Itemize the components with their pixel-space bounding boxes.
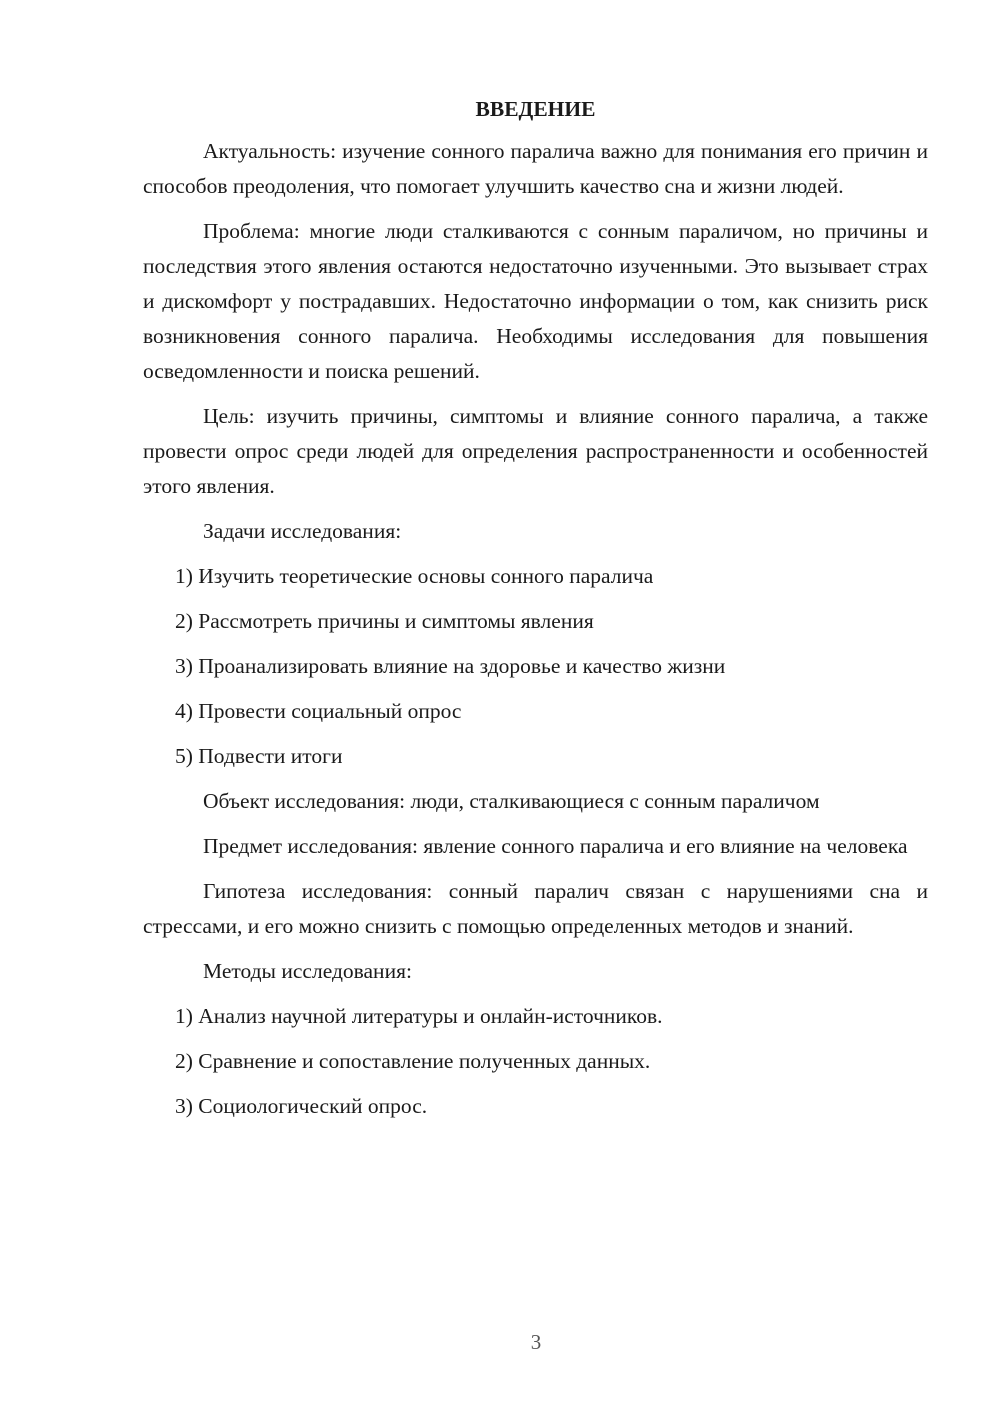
page-number: 3: [530, 1330, 542, 1354]
list-item: 1) Анализ научной литературы и онлайн-источников.: [175, 1004, 663, 1028]
methods-list: [143, 999, 928, 1124]
paragraph-goal: Цель: изучить причины, симптомы и влияние сонного паралича, а также провести опрос среди людей для определения распространенности и особенностей этого явления.: [143, 404, 928, 498]
list-item: 2) Сравнение и сопоставление полученных данных.: [175, 1049, 651, 1073]
list-item: 1) Изучить теоретические основы сонного паралича: [175, 564, 654, 588]
list-item: 4) Провести социальный опрос: [175, 699, 462, 723]
page-content: [143, 92, 928, 1134]
list-item: 2) Рассмотреть причины и симптомы явления: [175, 609, 594, 633]
page-title: ВВЕДЕНИЕ: [475, 97, 596, 121]
paragraph-relevance: Актуальность: изучение сонного паралича важно для понимания его причин и способов преодоления, что помогает улучшить качество сна и жизни людей.: [143, 139, 928, 198]
list-item: 5) Подвести итоги: [175, 744, 343, 768]
paragraph-problem: Проблема: многие люди сталкиваются с сонным параличом, но причины и последствия этого явления остаются недостаточно изученными. Это вызывает страх и дискомфорт у пострадавших. Недостаточно информации о том, как снизить риск возникновения сонного паралича. Необходимы исследования для повышения осведомленности и поиска решений.: [143, 219, 928, 383]
list-item: 3) Проанализировать влияние на здоровье и качество жизни: [175, 654, 726, 678]
methods-heading: Методы исследования:: [203, 959, 412, 983]
paragraph-subject: Предмет исследования: явление сонного паралича и его влияние на человека: [203, 834, 908, 858]
list-item: 3) Социологический опрос.: [175, 1094, 428, 1118]
paragraph-hypothesis: Гипотеза исследования: сонный паралич связан с нарушениями сна и стрессами, и его можно снизить с помощью определенных методов и знаний.: [143, 879, 928, 938]
paragraph-object: Объект исследования: люди, сталкивающиеся с сонным параличом: [203, 789, 820, 813]
tasks-heading: Задачи исследования:: [203, 519, 402, 543]
tasks-list: [143, 559, 928, 774]
